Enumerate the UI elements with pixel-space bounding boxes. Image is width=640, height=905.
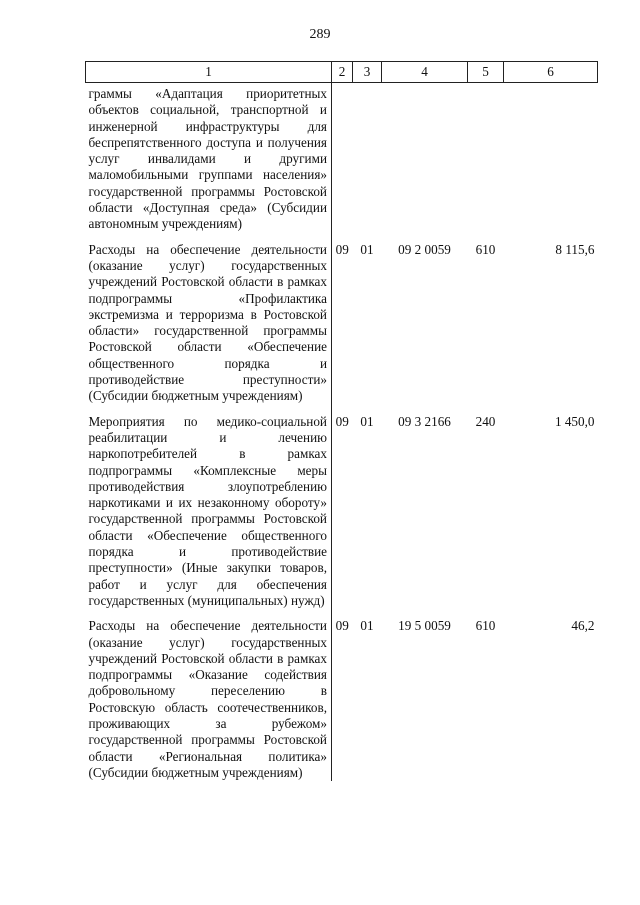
table-header-row — [86, 62, 598, 83]
row-section — [332, 83, 353, 233]
row-amount — [504, 83, 598, 233]
row-target-article — [382, 83, 468, 233]
budget-table — [85, 61, 598, 781]
row-expense-type: 610 — [475, 618, 496, 634]
row-subsection: 01 — [360, 413, 374, 429]
row-section: 09 — [335, 241, 349, 257]
row-section: 09 — [335, 618, 349, 634]
page-number: 289 — [309, 27, 331, 42]
row-target-article: 09 3 2166 — [398, 413, 451, 429]
row-expense-type — [468, 83, 504, 233]
row-description: граммы «Адаптация приоритетных объектов социальной, транспортной и инженерной инфраструктуры для беспрепятственного доступа и получения услуг инвалидами и другими маломобильными группами населения» государственной программы Ростовской области «Доступная среда» (Субсидии автономным учреждениям) — [86, 83, 332, 233]
table-row — [86, 405, 598, 610]
column-header-3: 3 — [353, 62, 382, 83]
row-expense-type: 610 — [475, 241, 496, 257]
table-row — [86, 609, 598, 781]
row-target-article: 09 2 0059 — [398, 241, 451, 257]
row-amount: 1 450,0 — [554, 413, 595, 429]
table-row — [86, 233, 598, 405]
column-header-5: 5 — [468, 62, 504, 83]
row-amount: 8 115,6 — [555, 241, 595, 257]
row-amount: 46,2 — [571, 618, 595, 634]
row-description: Мероприятия по медико-социальной реабилитации и лечению наркопотребителей в рамках подпрограммы «Комплексные меры противодействия злоупотреблению наркотиками и их незаконному обороту» государственной программы Ростовской области «Обеспечение общественного порядка и противодействие преступности» (Иные закупки товаров, работ и услуг для обеспечения государственных (муниципальных) нужд) — [86, 405, 332, 610]
column-header-6: 6 — [504, 62, 598, 83]
table-row — [86, 83, 598, 233]
row-subsection: 01 — [360, 618, 374, 634]
row-target-article: 19 5 0059 — [398, 618, 451, 634]
row-expense-type: 240 — [475, 413, 496, 429]
column-header-1: 1 — [86, 62, 332, 83]
row-description: Расходы на обеспечение деятельности (оказание услуг) государственных учреждений Ростовской области в рамках подпрограммы «Оказание содействия добровольному переселению в Ростовскую область соотечественников, проживающих за рубежом» государственной программы Ростовской области «Региональная политика» (Субсидии бюджетным учреждениям) — [86, 609, 332, 781]
column-header-4: 4 — [382, 62, 468, 83]
row-subsection: 01 — [360, 241, 374, 257]
row-description: Расходы на обеспечение деятельности (оказание услуг) государственных учреждений Ростовской области в рамках подпрограммы «Профилактика экстремизма и терроризма в Ростовской области» государственной программы Ростовской области «Обеспечение общественного порядка и противодействие преступности» (Субсидии бюджетным учреждениям) — [86, 233, 332, 405]
row-subsection — [353, 83, 382, 233]
row-section: 09 — [335, 413, 349, 429]
column-header-2: 2 — [332, 62, 353, 83]
